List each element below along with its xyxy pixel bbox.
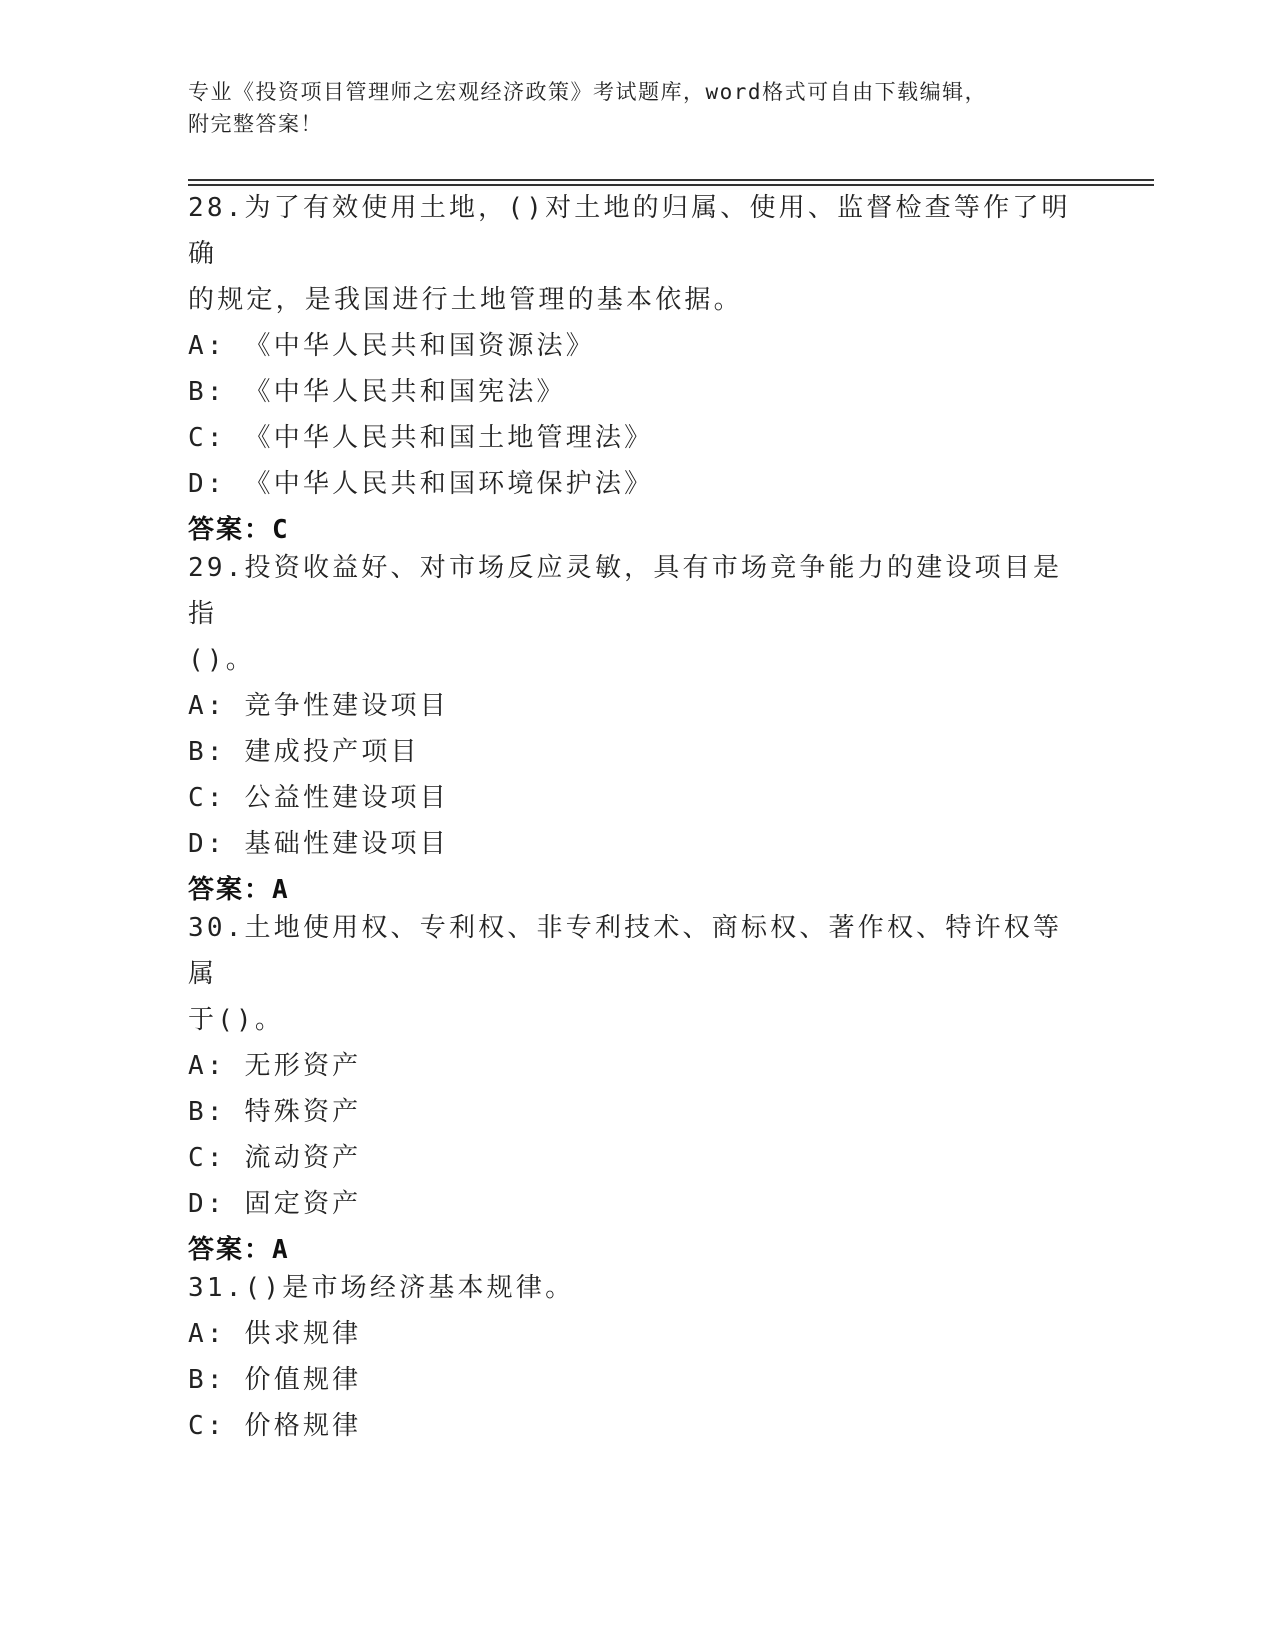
option-c: C: 《中华人民共和国土地管理法》	[188, 423, 654, 453]
header-line-2: 附完整答案！	[188, 112, 323, 136]
option-a: A: 供求规律	[188, 1319, 362, 1349]
option-c: C: 价格规律	[188, 1411, 362, 1441]
question-stem-continued: 于()。	[188, 1005, 285, 1035]
document-header	[188, 76, 1088, 140]
option-b: B: 《中华人民共和国宪法》	[188, 377, 566, 407]
header-line-1: 专业《投资项目管理师之宏观经济政策》考试题库，word格式可自由下载编辑，	[188, 80, 988, 104]
question-31	[188, 1265, 1088, 1449]
question-stem: 30.土地使用权、专利权、非专利技术、商标权、著作权、特许权等属	[188, 913, 1063, 989]
question-30	[188, 905, 1088, 1273]
answer: 答案：C	[188, 515, 290, 545]
header-divider-top	[188, 179, 1154, 181]
question-stem: 28.为了有效使用土地，()对土地的归属、使用、监督检查等作了明确	[188, 193, 1071, 269]
answer: 答案：A	[188, 1235, 290, 1265]
question-stem: 31.()是市场经济基本规律。	[188, 1273, 575, 1303]
option-b: B: 价值规律	[188, 1365, 362, 1395]
option-c: C: 公益性建设项目	[188, 783, 449, 813]
option-d: D: 《中华人民共和国环境保护法》	[188, 469, 654, 499]
option-a: A: 竞争性建设项目	[188, 691, 449, 721]
question-28	[188, 185, 1088, 553]
option-a: A: 无形资产	[188, 1051, 362, 1081]
option-b: B: 建成投产项目	[188, 737, 420, 767]
option-c: C: 流动资产	[188, 1143, 362, 1173]
answer: 答案：A	[188, 875, 290, 905]
question-stem: 29.投资收益好、对市场反应灵敏，具有市场竞争能力的建设项目是指	[188, 553, 1063, 629]
question-stem-continued: ()。	[188, 645, 255, 675]
option-b: B: 特殊资产	[188, 1097, 362, 1127]
question-29	[188, 545, 1088, 913]
option-d: D: 基础性建设项目	[188, 829, 449, 859]
option-a: A: 《中华人民共和国资源法》	[188, 331, 595, 361]
question-stem-continued: 的规定，是我国进行土地管理的基本依据。	[188, 285, 743, 315]
option-d: D: 固定资产	[188, 1189, 362, 1219]
